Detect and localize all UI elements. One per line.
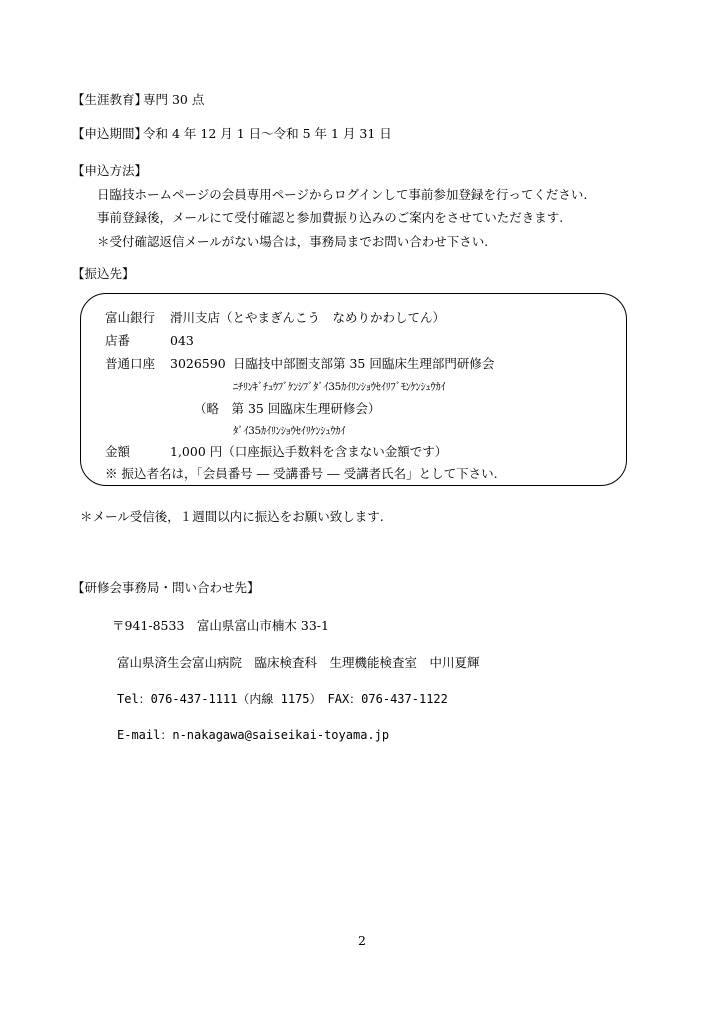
method-line-1: 日臨技ホームページの会員専用ページからログインして事前参加登録を行ってください. — [97, 187, 588, 202]
period-label: 【申込期間】 — [72, 126, 148, 141]
lifelong-label: 【生涯教育】 — [72, 92, 148, 107]
office-tel: Tel：076-437-1111（内線 1175） FAX：076-437-1122 — [117, 692, 448, 706]
page-number: 2 — [358, 933, 366, 948]
transfer-note: ※ 振込者名は，「会員番号 ― 受講番号 ― 受講者氏名」として下さい. — [105, 466, 498, 481]
branch-label: 店番 — [105, 333, 131, 348]
account-abbr-kana: ﾀﾞｲ35ｶｲﾘﾝｼｮｳｾｲﾘｹﾝｼｭｳｶｲ — [233, 425, 346, 437]
method-line-3: ＊受付確認返信メールがない場合は，事務局までお問い合わせ下さい. — [97, 234, 489, 249]
method-label: 【申込方法】 — [72, 163, 148, 178]
branch-value: 043 — [170, 333, 194, 348]
amount-value: 1,000 円（口座振込手数料を含まない金額です） — [170, 444, 448, 459]
office-email: E-mail：n-nakagawa@saiseikai-toyama.jp — [117, 728, 390, 742]
account-number: 3026590 — [170, 356, 226, 371]
bank-label: 富山銀行 — [105, 310, 156, 325]
method-line-2: 事前登録後，メールにて受付確認と参加費振り込みのご案内をさせていただきます. — [97, 210, 564, 225]
office-org: 富山県済生会富山病院 臨床検査科 生理機能検査室 中川夏輝 — [117, 655, 480, 670]
account-abbr: （略 第 35 回臨床生理研修会） — [194, 401, 381, 416]
office-address: 〒941-8533 富山県富山市楠木 33-1 — [112, 618, 329, 633]
account-kana: ﾆﾁﾘﾝｷﾞﾁｭｳﾌﾞｹﾝｼﾌﾞﾀﾞｲ35ｶｲﾘﾝｼｮｳｾｲﾘﾌﾞﾓﾝｹﾝｼｭｳｶｲ — [233, 381, 446, 393]
office-label: 【研修会事務局・問い合わせ先】 — [72, 580, 260, 595]
account-label: 普通口座 — [105, 356, 156, 371]
bank-value: 滑川支店（とやまぎんこう なめりかわしてん） — [170, 310, 446, 325]
account-name: 日臨技中部圏支部第 35 回臨床生理部門研修会 — [233, 356, 495, 371]
transfer-label: 【振込先】 — [72, 266, 135, 281]
amount-label: 金額 — [105, 444, 131, 459]
after-transfer-note: ＊メール受信後，１週間以内に振込をお願い致します. — [80, 509, 384, 524]
period-value: 令和 4 年 12 月 1 日～令和 5 年 1 月 31 日 — [143, 126, 392, 141]
lifelong-value: 専門 30 点 — [143, 92, 205, 107]
